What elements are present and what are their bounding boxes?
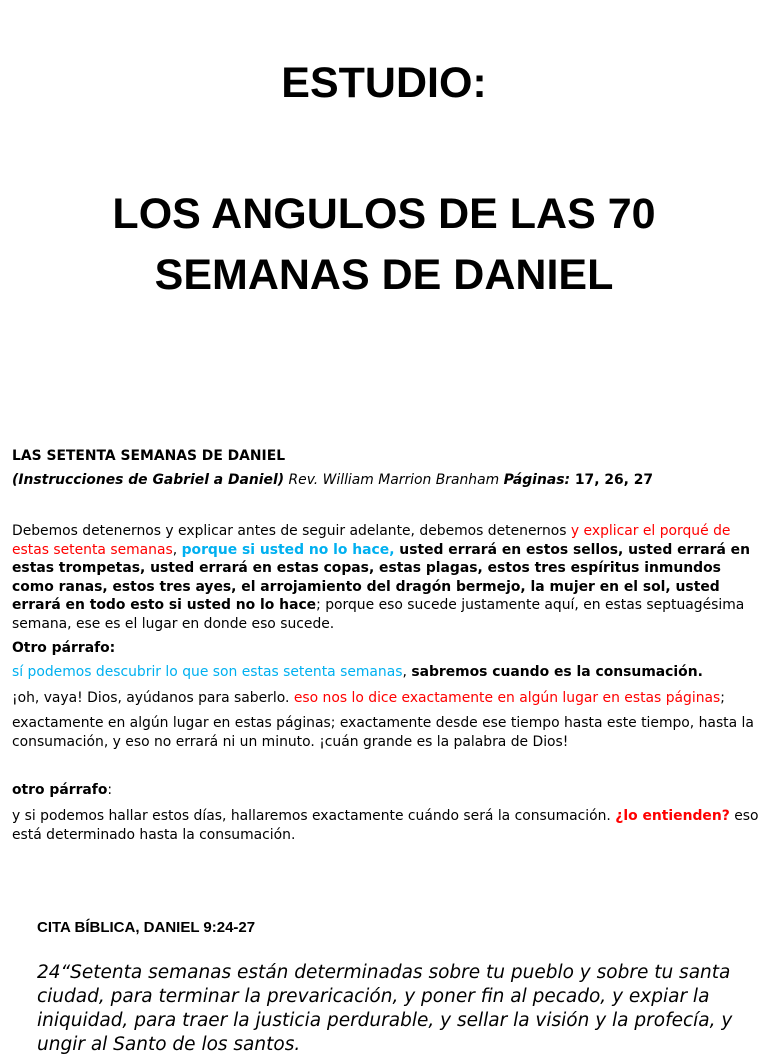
study-title-line-2: SEMANAS DE DANIEL <box>154 251 614 299</box>
paragraph-1-bold-text: usted errará en estos sellos, usted errará en estas trompetas, usted errará en estas copas, estas plagas, estos tres espíritus inmundos como ranas, estos tres ayes, el arrojamiento del dragón bermejo, la mujer en el sol, usted errará en todo esto si usted no lo hace <box>12 541 750 613</box>
paragraph-2-blue-text: sí podemos descubrir lo que son estas setenta semanas <box>12 664 403 680</box>
section-heading: LAS SETENTA SEMANAS DE DANIEL <box>12 448 286 464</box>
paragraph-3 <box>12 689 760 708</box>
paragraph-1 <box>12 522 760 633</box>
study-title-line-1: LOS ANGULOS DE LAS 70 <box>112 190 656 238</box>
paragraph-1-blue-text: porque si usted no lo hace, <box>181 541 395 558</box>
pages-value: 17, 26, 27 <box>570 472 654 488</box>
paragraph-2 <box>12 663 760 682</box>
paragraph-3-text-a: ¡oh, vaya! Dios, ayúdanos para saberlo. <box>12 690 294 706</box>
otro-parrafo-label: Otro párrafo: <box>12 640 116 656</box>
source-title: (Instrucciones de Gabriel a Daniel) <box>12 472 285 488</box>
paragraph-5-text-b: eso está determinado hasta la consumación. <box>12 808 759 843</box>
pages-label: Páginas: <box>503 472 571 488</box>
paragraph-5 <box>12 807 760 844</box>
paragraph-1-text-b: , <box>172 541 182 558</box>
section-subheading <box>12 471 760 490</box>
paragraph-4: exactamente en algún lugar en estas páginas; exactamente desde ese tiempo hasta este tiempo, hasta la consumación, y eso no errará ni un minuto. ¡cuán grande es la palabra de Dios! <box>12 715 754 750</box>
paragraph-5-red-text: ¿lo entienden? <box>615 808 730 824</box>
otro-parrafo-text: otro párrafo <box>12 782 108 798</box>
source-author: Rev. William Marrion Branham <box>284 472 504 488</box>
paragraph-1-text-c: ; porque eso sucede justamente aquí, en estas septuagésima semana, ese es el lugar en donde eso sucede. <box>12 597 745 632</box>
paragraph-3-red-text: eso nos lo dice exactamente en algún lugar en estas páginas <box>293 690 721 706</box>
paragraph-1-red-text: y explicar el porqué de estas setenta semanas <box>12 523 731 558</box>
bible-verse: 24“Setenta semanas están determinadas sobre tu pueblo y sobre tu santa ciudad, para terminar la prevaricación, y poner fin al pecado, y expiar la iniquidad, para traer la justicia perdurable, y sellar la visión y la profecía, y ungir al Santo de los santos. <box>37 962 733 1055</box>
paragraph-2-text: , <box>402 664 412 680</box>
page-title: ESTUDIO: <box>281 59 487 107</box>
cita-heading: CITA BÍBLICA, DANIEL 9:24-27 <box>37 919 256 936</box>
study-title <box>0 190 768 299</box>
paragraph-3-text-b: ; <box>720 690 725 706</box>
otro-parrafo-label-2 <box>12 781 760 800</box>
paragraph-2-bold-text: sabremos cuando es la consumación. <box>411 664 703 680</box>
paragraph-1-text-a: Debemos detenernos y explicar antes de seguir adelante, debemos detenernos <box>12 523 571 539</box>
paragraph-5-text-a: y si podemos hallar estos días, hallaremos exactamente cuándo será la consumación. <box>12 808 616 824</box>
otro-parrafo-colon: : <box>107 782 113 798</box>
